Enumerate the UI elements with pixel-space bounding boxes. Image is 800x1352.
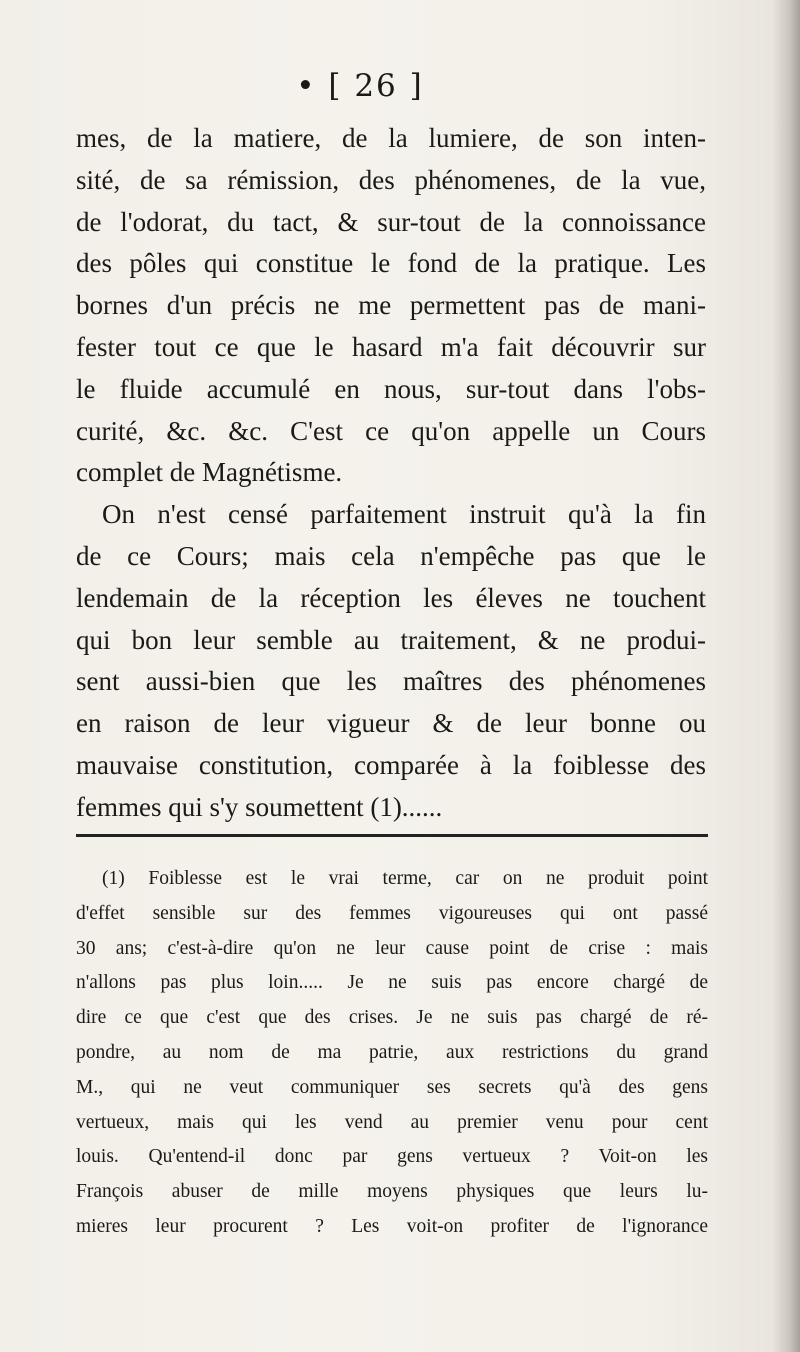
footnote-line: François abuser de mille moyens physiques que leurs lu-: [76, 1181, 708, 1203]
text-line: en raison de leur vigueur & de leur bonne ou: [76, 708, 706, 739]
text-line: de ce Cours; mais cela n'empêche pas que le: [76, 540, 706, 571]
footnote-line: louis. Qu'entend-il donc par gens vertueux ? Voit-on les: [76, 1146, 708, 1168]
text-line: lendemain de la réception les éleves ne touchent: [76, 582, 706, 613]
footnote-line: n'allons pas plus loin..... Je ne suis pas encore chargé de: [76, 972, 708, 994]
text-line: complet de Magnétisme.: [76, 457, 343, 488]
text-line: bornes d'un précis ne me permettent pas de mani-: [76, 290, 706, 321]
footnote-line: M., qui ne veut communiquer ses secrets qu'à des gens: [76, 1076, 708, 1098]
footnote-line: (1) Foiblesse est le vrai terme, car on ne produit point: [102, 868, 708, 889]
text-line: curité, &c. &c. C'est ce qu'on appelle un Cours: [76, 415, 706, 446]
footnote-line: mieres leur procurent ? Les voit-on profiter de l'ignorance: [76, 1215, 708, 1237]
text-line: femmes qui s'y soumettent (1)......: [76, 791, 443, 822]
text-line: mauvaise constitution, comparée à la foiblesse des: [76, 749, 706, 780]
footnote-line: pondre, au nom de ma patrie, aux restrictions du grand: [76, 1041, 708, 1063]
page-number: • [ 26 ]: [296, 68, 424, 104]
text-line: le fluide accumulé en nous, sur-tout dans l'obs-: [76, 373, 706, 404]
footnote-line: vertueux, mais qui les vend au premier venu pour cent: [76, 1111, 708, 1133]
footnote-line: d'effet sensible sur des femmes vigoureuses qui ont passé: [76, 902, 708, 924]
text-line: qui bon leur semble au traitement, & ne produi-: [76, 624, 706, 655]
text-line: On n'est censé parfaitement instruit qu'à la fin: [102, 499, 706, 530]
text-line: fester tout ce que le hasard m'a fait découvrir sur: [76, 331, 706, 362]
text-line: mes, de la matiere, de la lumiere, de son inten-: [76, 123, 706, 153]
footnote-divider: [76, 834, 708, 837]
text-line: sent aussi-bien que les maîtres des phénomenes: [76, 666, 706, 697]
text-line: de l'odorat, du tact, & sur-tout de la connoissance: [76, 206, 706, 237]
footnote-line: 30 ans; c'est-à-dire qu'on ne leur cause point de crise : mais: [76, 937, 708, 959]
footnote: [76, 862, 708, 1245]
main-text: [76, 118, 706, 829]
text-line: sité, de sa rémission, des phénomenes, de la vue,: [76, 164, 706, 195]
footnote-line: dire ce que c'est que des crises. Je ne suis pas chargé de ré-: [76, 1007, 708, 1029]
text-line: des pôles qui constitue le fond de la pratique. Les: [76, 248, 706, 279]
page-edge-shadow: [772, 0, 800, 1352]
